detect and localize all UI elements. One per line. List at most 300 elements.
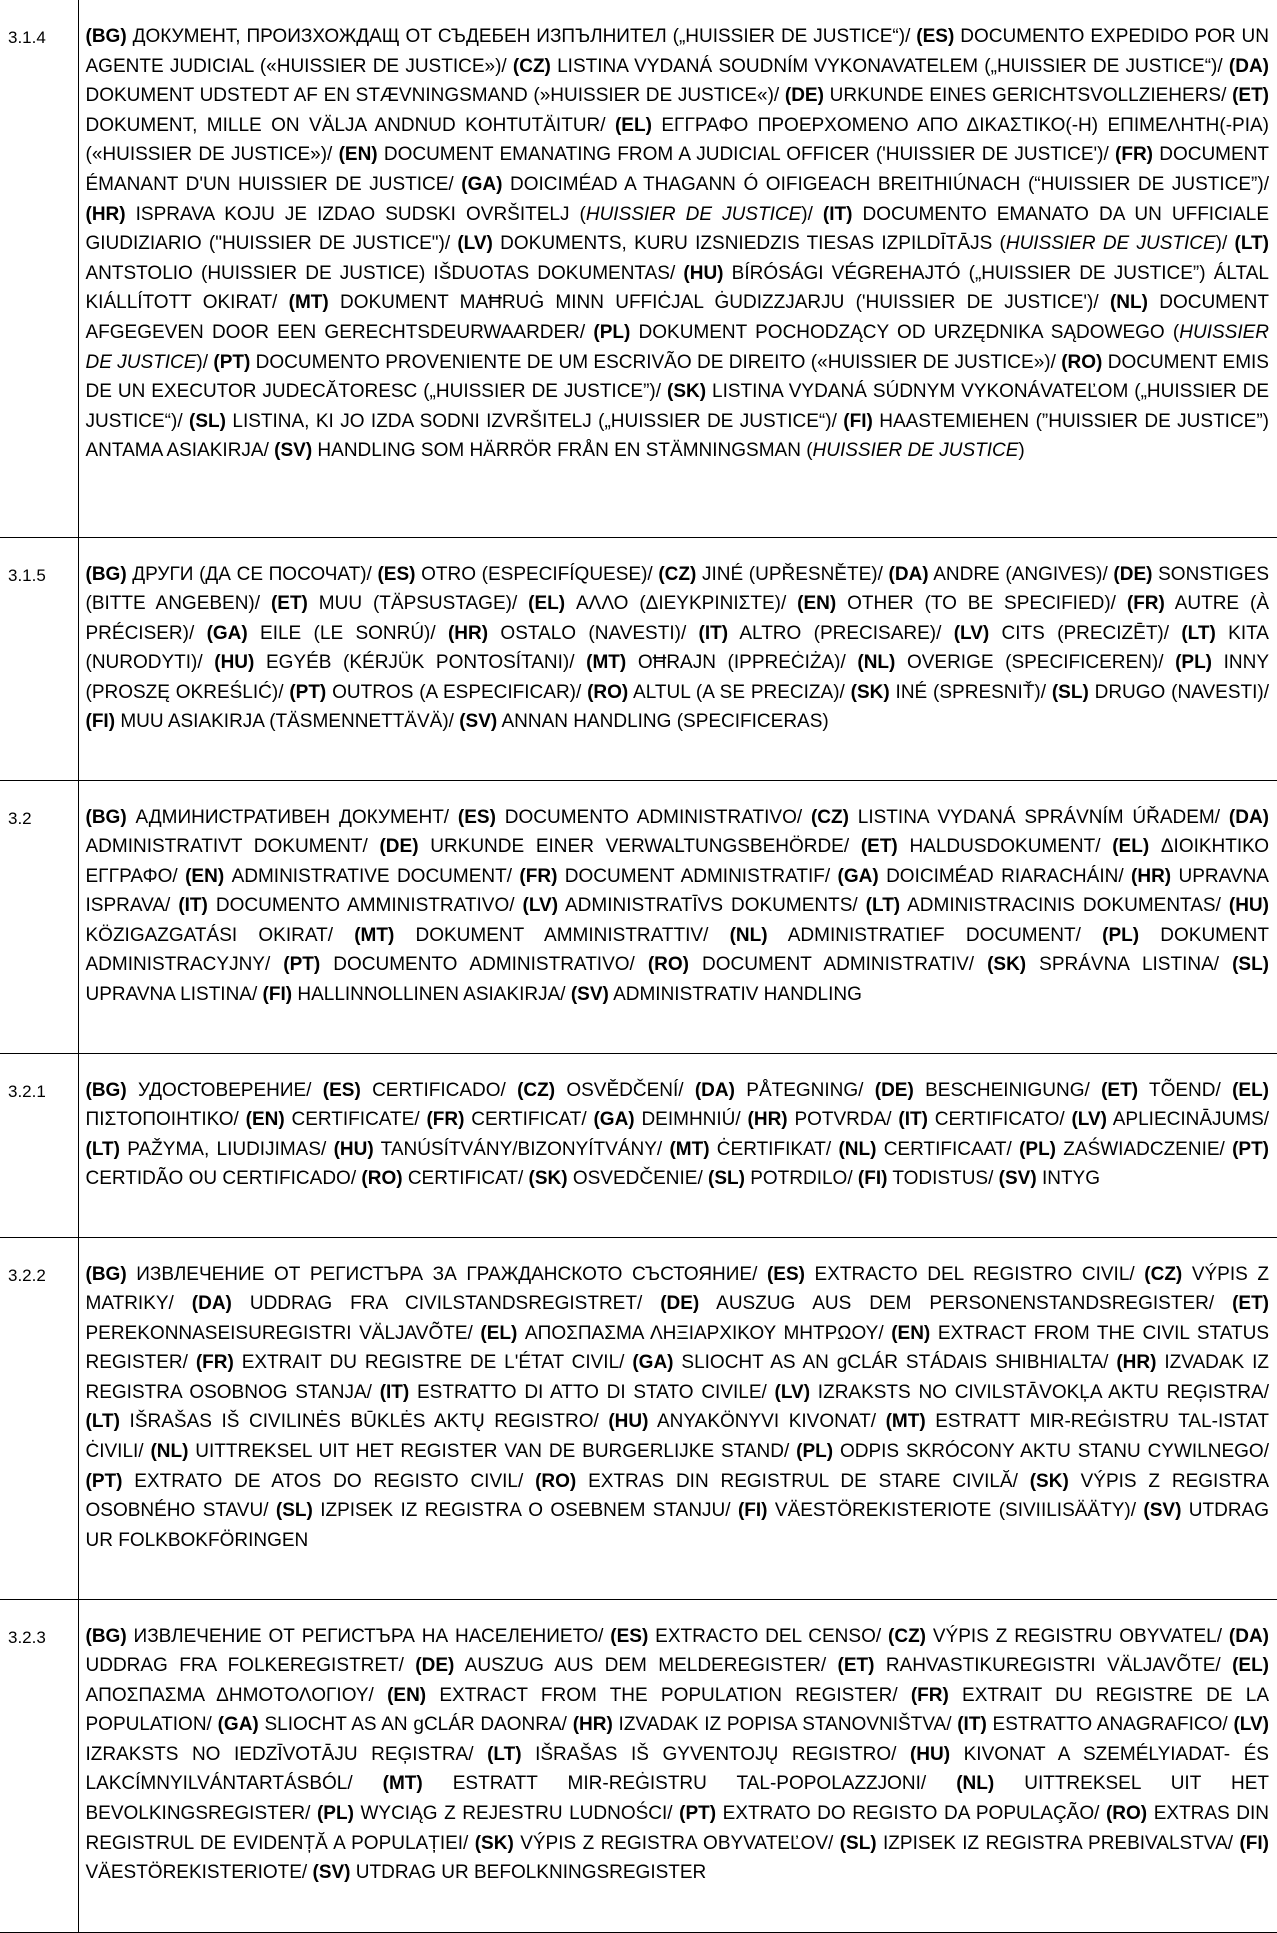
language-code: (EL) [1232,1655,1269,1676]
translation-text: ESTRATT MIR-REĠISTRU TAL-ISTAT ĊIVILI/ [86,1411,1270,1462]
language-code: (LT) [1181,623,1215,644]
translation-text: ADMINISTRACINIS DOKUMENTAS/ [900,895,1229,916]
translation-text: DOKUMENTS, KURU IZSNIEDZIS TIESAS IZPILDĪTĀJS ( [493,233,1006,254]
translation-text: EXTRAS DIN REGISTRUL DE EVIDENȚĂ A POPULAȚIEI/ [86,1803,1270,1854]
language-code: (SV) [313,1862,351,1883]
translation-text: DOKUMENT ADMINISTRACYJNY/ [86,925,1270,976]
translation-text: HALDUSDOKUMENT/ [898,836,1112,857]
translation-text: OVERIGE (SPECIFICEREN)/ [895,652,1175,673]
translation-text: ESTRATTO ANAGRAFICO/ [987,1714,1234,1735]
section-number: 3.1.5 [0,538,78,586]
translation-text: ADMINISTRATIV HANDLING [609,984,862,1005]
translation-text: DOCUMENTO ADMINISTRATIVO/ [320,954,648,975]
language-code: (ES) [458,807,496,828]
language-code: (PL) [317,1803,354,1824]
translation-text: OSVĚDČENÍ/ [555,1080,695,1101]
translation-text: ĊERTIFIKAT/ [710,1139,839,1160]
translation-text: CITS (PRECIZĒT)/ [989,623,1181,644]
language-code: (HR) [748,1109,788,1130]
translation-text: DOKUMENT POCHODZĄCY OD URZĘDNIKA SĄDOWEGO ( [630,322,1179,343]
language-code: (PT) [213,352,250,373]
language-code: (RO) [535,1471,576,1492]
translation-text: IZPISEK IZ REGISTRA PREBIVALSTVA/ [877,1833,1240,1854]
translation-text: BÍRÓSÁGI VÉGREHAJTÓ („HUISSIER DE JUSTICE”) ÁLTAL KIÁLLÍTOTT OKIRAT/ [86,263,1270,314]
language-code: (ET) [861,836,898,857]
translation-text: AUTRE (À PRÉCISER)/ [86,593,1270,644]
language-code: (HU) [334,1139,374,1160]
translation-text: BESCHEINIGUNG/ [914,1080,1101,1101]
translation-text: PÅTEGNING/ [735,1080,875,1101]
translation-text: ДОКУМЕНТ, ПРОИЗХОЖДАЩ ОТ СЪДЕБЕН ИЗПЪЛНИТЕЛ („HUISSIER DE JUSTICE“)/ [127,26,917,47]
section-number: 3.2.1 [0,1054,78,1102]
translation-text: VÝPIS Z REGISTRA OSOBNÉHO STAVU/ [86,1471,1270,1522]
translation-text: JINÉ (UPŘESNĚTE)/ [696,564,888,585]
translation-text: UPRAVNA LISTINA/ [86,984,263,1005]
translation-text: ANTSTOLIO (HUISSIER DE JUSTICE) IŠDUOTAS DOKUMENTAS/ [86,263,684,284]
translation-text: IZPISEK IZ REGISTRA O OSEBNEM STANJU/ [313,1500,738,1521]
language-code: (NL) [838,1139,876,1160]
language-code: (DE) [379,836,418,857]
language-code: (EL) [1232,1080,1269,1101]
translation-text: ALTRO (PRECISARE)/ [728,623,954,644]
translation-text: CERTIDÃO OU CERTIFICADO/ [86,1168,362,1189]
language-code: (LV) [457,233,493,254]
translation-text: HANDLING SOM HÄRRÖR FRÅN EN STÄMNINGSMAN ( [312,440,812,461]
language-code: (EL) [528,593,565,614]
translation-text: DOCUMENTO EMANATO DA UN UFFICIALE GIUDIZIARIO ("HUISSIER DE JUSTICE")/ [86,204,1270,255]
language-code: (CZ) [811,807,849,828]
language-code: (EL) [480,1323,517,1344]
language-code: (FI) [1239,1833,1269,1854]
language-code: (ES) [916,26,954,47]
language-code: (MT) [586,652,626,673]
translation-text: MUU ASIAKIRJA (TÄSMENNETTÄVÄ)/ [115,711,459,732]
document-row [0,1053,1277,1237]
translation-text: EXTRAIT DU REGISTRE DE L'ÉTAT CIVIL/ [234,1352,633,1373]
translation-text: EXTRACTO DEL REGISTRO CIVIL/ [805,1264,1144,1285]
language-code: (BG) [86,564,127,585]
translation-text: AUSZUG AUS DEM MELDEREGISTER/ [454,1655,837,1676]
language-code: (BG) [86,1626,127,1647]
translation-text: IZVADAK IZ POPISA STANOVNIŠTVA/ [613,1714,957,1735]
language-code: (LT) [866,895,900,916]
italic-term: HUISSIER DE JUSTICE [1006,233,1216,254]
language-code: (RO) [1061,352,1102,373]
language-code: (SL) [1052,682,1089,703]
translation-text: ANDRE (ANGIVES)/ [929,564,1114,585]
language-code: (FR) [426,1109,464,1130]
translation-text: TANÚSÍTVÁNY/BIZONYÍTVÁNY/ [374,1139,670,1160]
translation-text: DOCUMENT EMANATING FROM A JUDICIAL OFFICER ('HUISSIER DE JUSTICE')/ [378,144,1115,165]
section-text-cell [78,1599,1277,1932]
translation-text: URKUNDE EINER VERWALTUNGSBEHÖRDE/ [419,836,861,857]
language-code: (FR) [1127,593,1165,614]
translation-text: DEIMHNIÚ/ [635,1109,748,1130]
section-text [79,1054,1277,1214]
language-code: (BG) [86,807,127,828]
language-code: (PL) [1019,1139,1056,1160]
language-code: (DA) [1229,56,1269,77]
section-text-cell [78,780,1277,1053]
translation-text: POTRDILO/ [745,1168,858,1189]
translation-text: DOICIMÉAD RIARACHÁIN/ [879,866,1131,887]
language-code: (LV) [1233,1714,1269,1735]
language-code: (CZ) [658,564,696,585]
translation-text: URKUNDE EINES GERICHTSVOLLZIEHERS/ [824,85,1232,106]
section-number-cell [0,780,78,1053]
language-code: (FI) [86,711,116,732]
translation-text: ΑΠΟΣΠΑΣΜΑ ΛΗΞΙΑΡΧΙΚΟΥ ΜΗΤΡΩΟΥ/ [517,1323,891,1344]
section-number-cell [0,1237,78,1599]
translation-text: EXTRAS DIN REGISTRUL DE STARE CIVILĂ/ [576,1471,1029,1492]
translation-text: UTDRAG UR BEFOLKNINGSREGISTER [351,1862,707,1883]
translation-text: DOKUMENT MAĦRUĠ MINN UFFIĊJAL ĠUDIZZJARJU ('HUISSIER DE JUSTICE')/ [329,292,1110,313]
translation-text: DOCUMENT EMIS DE UN EXECUTOR JUDECĂTORESC („HUISSIER DE JUSTICE”)/ [86,352,1269,403]
translation-text: ANNAN HANDLING (SPECIFICERAS) [497,711,829,732]
language-code: (HR) [1116,1352,1156,1373]
language-code: (FR) [911,1685,949,1706]
language-code: (LT) [86,1411,120,1432]
translation-text: ANYAKÖNYVI KIVONAT/ [648,1411,885,1432]
section-text [79,0,1277,486]
section-number-cell [0,537,78,780]
section-number-cell [0,1599,78,1932]
language-code: (SK) [1030,1471,1069,1492]
language-code: (ET) [1232,85,1269,106]
translation-text: ΕΓΓΡΑΦΟ ΠΡΟΕΡΧΟΜΕΝΟ ΑΠΟ ΔΙΚΑΣΤΙΚΟ(-Η) ΕΠΙΜΕΛΗΤΗ(-ΡΙΑ) («HUISSIER DE JUSTICE»)/ [86,115,1270,166]
translation-text-tail: )/ [801,204,823,225]
translation-text: ADMINISTRATIEF DOCUMENT/ [768,925,1103,946]
translation-text: ODPIS SKRÓCONY AKTU STANU CYWILNEGO/ [833,1441,1269,1462]
translation-text: APLIECINĀJUMS/ [1107,1109,1269,1130]
section-number: 3.2.3 [0,1600,78,1648]
language-code: (PL) [1102,925,1139,946]
translation-text: ДРУГИ (ДА СЕ ПОСОЧАТ)/ [127,564,378,585]
language-code: (ES) [610,1626,648,1647]
language-code: (EN) [339,144,378,165]
translation-text: VÝPIS Z REGISTRU OBYVATEL/ [926,1626,1229,1647]
document-row [0,1237,1277,1599]
translation-text: DOKUMENT AMMINISTRATTIV/ [394,925,729,946]
language-code: (LV) [775,1382,811,1403]
section-text [79,781,1277,1030]
translation-text: IŠRAŠAS IŠ CIVILINĖS BŪKLĖS AKTŲ REGISTRO/ [120,1411,608,1432]
language-code: (IT) [380,1382,410,1403]
section-number: 3.2 [0,781,78,829]
translation-text: PAŽYMA, LIUDIJIMAS/ [120,1139,334,1160]
language-code: (SK) [851,682,890,703]
language-code: (IT) [957,1714,987,1735]
language-code: (SV) [999,1168,1037,1189]
translation-text: KITA (NURODYTI)/ [86,623,1269,674]
document-row [0,1599,1277,1932]
translation-text: SLIOCHT AS AN gCLÁR STÁDAIS SHIBHIALTA/ [674,1352,1117,1373]
translation-text: VÝPIS Z MATRIKY/ [86,1264,1270,1315]
translation-text: OTRO (ESPECIFÍQUESE)/ [415,564,658,585]
language-code: (HU) [214,652,254,673]
language-code: (FI) [858,1168,888,1189]
translation-text: DOCUMENTO ADMINISTRATIVO/ [496,807,811,828]
translation-text: EXTRATO DE ATOS DO REGISTO CIVIL/ [122,1471,535,1492]
language-code: (LT) [1235,233,1269,254]
language-code: (DE) [660,1293,699,1314]
translation-text: EXTRACTO DEL CENSO/ [648,1626,888,1647]
language-code: (SL) [1232,954,1269,975]
translation-text: IZVADAK IZ REGISTRA OSOBNOG STANJA/ [86,1352,1270,1403]
language-code: (SL) [840,1833,877,1854]
translation-text: PEREKONNASEISUREGISTRI VÄLJAVÕTE/ [86,1323,481,1344]
language-code: (LT) [86,1139,120,1160]
language-code: (EN) [246,1109,285,1130]
language-code: (HR) [1131,866,1171,887]
document-row [0,0,1277,537]
language-code: (FR) [196,1352,234,1373]
language-code: (EN) [387,1685,426,1706]
language-code: (RO) [1106,1803,1147,1824]
italic-term: HUISSIER DE JUSTICE [813,440,1019,461]
language-code: (CZ) [888,1626,926,1647]
language-code: (SV) [274,440,312,461]
language-code: (HR) [573,1714,613,1735]
language-code: (SK) [987,954,1026,975]
language-code: (MT) [383,1773,423,1794]
language-code: (DA) [192,1293,232,1314]
language-code: (FR) [1115,144,1153,165]
italic-term: HUISSIER DE JUSTICE [586,204,801,225]
translation-text: ISPRAVA KOJU JE IZDAO SUDSKI OVRŠITELJ ( [126,204,586,225]
language-code: (LT) [487,1744,521,1765]
translation-text: OSVEDČENIE/ [568,1168,708,1189]
language-code: (PT) [289,682,326,703]
translation-text: SLIOCHT AS AN gCLÁR DAONRA/ [259,1714,573,1735]
translation-text: АДМИНИСТРАТИВЕН ДОКУМЕНТ/ [127,807,458,828]
language-code: (HR) [448,623,488,644]
translation-text: CERTIFICAT/ [464,1109,593,1130]
language-code: (CZ) [517,1080,555,1101]
language-code: (LV) [523,895,559,916]
language-code: (EN) [185,866,224,887]
translation-text: UDDRAG FRA CIVILSTANDSREGISTRET/ [232,1293,660,1314]
translation-text: IZRAKSTS NO IEDZĪVOTĀJU REĢISTRA/ [86,1744,488,1765]
section-number: 3.2.2 [0,1238,78,1286]
translation-text: ESTRATTO DI ATTO DI STATO CIVILE/ [409,1382,774,1403]
translation-text: OUTROS (A ESPECIFICAR)/ [326,682,587,703]
language-code: (ES) [377,564,415,585]
translation-text: KIVONAT A SZEMÉLYIADAT- ÉS LAKCÍMNYILVÁNTARTÁSBÓL/ [86,1744,1269,1795]
language-code: (ES) [767,1264,805,1285]
translation-text: ALTUL (A SE PRECIZA)/ [628,682,850,703]
translation-text: EXTRACT FROM THE CIVIL STATUS REGISTER/ [86,1323,1270,1374]
translation-text: SONSTIGES (BITTE ANGEBEN)/ [86,564,1270,615]
translation-text: EXTRACT FROM THE POPULATION REGISTER/ [426,1685,911,1706]
language-code: (SL) [708,1168,745,1189]
language-code: (SL) [276,1500,313,1521]
language-code: (SV) [571,984,609,1005]
translation-text: ΔΙΟΙΚΗΤΙΚΟ ΕΓΓΡΑΦΟ/ [86,836,1270,887]
section-text [79,538,1277,758]
language-code: (EN) [891,1323,930,1344]
language-code: (ET) [1232,1293,1269,1314]
translation-text: ΠΙΣΤΟΠΟΙΗΤΙΚΟ/ [86,1109,246,1130]
translation-text: TÕEND/ [1138,1080,1232,1101]
language-code: (HU) [910,1744,950,1765]
translation-text: SPRÁVNA LISTINA/ [1026,954,1232,975]
translation-text-tail: )/ [196,352,213,373]
language-code: (ET) [271,593,308,614]
translation-text: UTDRAG UR FOLKBOKFÖRINGEN [86,1500,1270,1551]
language-code: (FR) [519,866,557,887]
language-code: (PL) [796,1441,833,1462]
translation-text: DOCUMENTO AMMINISTRATIVO/ [208,895,523,916]
translation-text: ADMINISTRATĪVS DOKUMENTS/ [558,895,866,916]
translation-text: DOKUMENT, MILLE ON VÄLJA ANDNUD KOHTUTÄITUR/ [86,115,615,136]
language-code: (RO) [361,1168,402,1189]
translation-text: CERTIFICATE/ [285,1109,427,1130]
translation-text: IZRAKSTS NO CIVILSTĀVOKĻA AKTU REĢISTRA/ [810,1382,1269,1403]
section-number-cell [0,0,78,537]
translation-text: EILE (LE SONRÚ)/ [248,623,448,644]
language-code: (EL) [1112,836,1149,857]
language-code: (SV) [1143,1500,1181,1521]
translation-text: ADMINISTRATIVT DOKUMENT/ [86,836,380,857]
translation-text: ZAŚWIADCZENIE/ [1056,1139,1232,1160]
language-code: (PL) [593,322,630,343]
language-code: (SK) [529,1168,568,1189]
translation-text: УДОСТОВЕРЕНИЕ/ [127,1080,323,1101]
translation-text-tail: ) [1018,440,1024,461]
translation-text: TODISTUS/ [887,1168,998,1189]
language-code: (NL) [956,1773,994,1794]
translation-text: DOCUMENT ÉMANANT D'UN HUISSIER DE JUSTICE/ [86,144,1270,195]
language-code: (ES) [323,1080,361,1101]
translation-text: ESTRATT MIR-REĠISTRU TAL-POPOLAZZJONI/ [423,1773,957,1794]
section-text-cell [78,1237,1277,1599]
translation-text: VÝPIS Z REGISTRA OBYVATEĽOV/ [514,1833,840,1854]
language-code: (SK) [667,381,706,402]
language-code: (IT) [823,204,853,225]
translation-text: HAASTEMIEHEN (”HUISSIER DE JUSTICE”) ANTAMA ASIAKIRJA/ [86,411,1270,462]
section-number: 3.1.4 [0,0,78,48]
translation-text: UITTREKSEL UIT HET BEVOLKINGSREGISTER/ [86,1773,1269,1824]
language-code: (DA) [695,1080,735,1101]
translation-text: AUSZUG AUS DEM PERSONENSTANDSREGISTER/ [699,1293,1232,1314]
document-row [0,537,1277,780]
language-code: (BG) [86,1080,127,1101]
translation-text: EXTRAIT DU REGISTRE DE LA POPULATION/ [86,1685,1270,1736]
translation-text: INÉ (SPRESNIŤ)/ [890,682,1052,703]
translation-text: ΑΛΛΟ (ΔΙΕΥΚΡΙΝΙΣΤΕ)/ [565,593,797,614]
language-code: (FI) [843,411,873,432]
translation-text: ИЗВЛЕЧЕНИЕ ОТ РЕГИСТЪРА ЗА ГРАЖДАНСКОТО СЪСТОЯНИЕ/ [127,1264,767,1285]
language-code: (GA) [218,1714,259,1735]
translation-text: DRUGO (NAVESTI)/ [1089,682,1269,703]
section-text-cell [78,0,1277,537]
translation-text: VÄESTÖREKISTERIOTE (SIVIILISÄÄTY)/ [768,1500,1144,1521]
translation-text: ИЗВЛЕЧЕНИЕ ОТ РЕГИСТЪРА НА НАСЕЛЕНИЕТО/ [127,1626,611,1647]
language-code: (MT) [669,1139,709,1160]
translation-text: CERTIFICADO/ [361,1080,517,1101]
translation-text: LISTINA VYDANÁ SPRÁVNÍM ÚŘADEM/ [849,807,1229,828]
translation-text: DOCUMENTO PROVENIENTE DE UM ESCRIVÃO DE DIREITO («HUISSIER DE JUSTICE»)/ [250,352,1061,373]
language-code: (NL) [730,925,768,946]
language-code: (ET) [838,1655,875,1676]
language-code: (DE) [1113,564,1152,585]
language-code: (NL) [150,1441,188,1462]
translation-text: LISTINA VYDANÁ SOUDNÍM VYKONAVATELEM („HUISSIER DE JUSTICE“)/ [551,56,1229,77]
language-code: (MT) [886,1411,926,1432]
translation-text: EXTRATO DO REGISTO DA POPULAÇÃO/ [716,1803,1106,1824]
document-row [0,780,1277,1053]
language-code: (DA) [889,564,929,585]
translation-text: MUU (TÄPSUSTAGE)/ [308,593,528,614]
italic-term: HUISSIER DE JUSTICE [86,322,1270,373]
language-code: (CZ) [1144,1264,1182,1285]
language-code: (EL) [615,115,652,136]
translation-text: ΑΠΟΣΠΑΣΜΑ ΔΗΜΟΤΟΛΟΓΙΟΥ/ [86,1685,388,1706]
translation-text: CERTIFICAT/ [403,1168,529,1189]
section-text [79,1238,1277,1576]
translation-text: UPRAVNA ISPRAVA/ [86,866,1269,917]
language-code: (DA) [1229,807,1269,828]
translation-text: RAHVASTIKUREGISTRI VÄLJAVÕTE/ [874,1655,1232,1676]
translation-text: OSTALO (NAVESTI)/ [488,623,698,644]
translation-text: OTHER (TO BE SPECIFIED)/ [836,593,1127,614]
language-code: (RO) [587,682,628,703]
language-code: (HU) [1229,895,1269,916]
language-code: (PT) [1232,1139,1269,1160]
language-code: (GA) [593,1109,634,1130]
translation-text-tail: )/ [1216,233,1235,254]
translation-text: ADMINISTRATIVE DOCUMENT/ [224,866,519,887]
translation-text: LISTINA, KI JO IZDA SODNI IZVRŠITELJ („HUISSIER DE JUSTICE“)/ [226,411,843,432]
translation-text: CERTIFICATO/ [928,1109,1072,1130]
language-code: (GA) [461,174,502,195]
language-code: (GA) [838,866,879,887]
language-code: (NL) [1110,292,1148,313]
section-text-cell [78,1053,1277,1237]
translation-text: DOKUMENT UDSTEDT AF EN STÆVNINGSMAND (»HUISSIER DE JUSTICE«)/ [86,85,785,106]
section-text [79,1600,1277,1908]
language-code: (BG) [86,26,127,47]
language-code: (PL) [1175,652,1212,673]
language-code: (PT) [679,1803,716,1824]
language-code: (HU) [608,1411,648,1432]
language-code: (MT) [354,925,394,946]
translation-text: VÄESTÖREKISTERIOTE/ [86,1862,313,1883]
translation-text: UDDRAG FRA FOLKEREGISTRET/ [86,1655,416,1676]
language-code: (SL) [189,411,226,432]
language-code: (SV) [459,711,497,732]
language-code: (IT) [178,895,208,916]
language-code: (HU) [683,263,723,284]
translation-text: INTYG [1037,1168,1100,1189]
language-code: (DA) [1229,1626,1269,1647]
translation-text: DOCUMENT ADMINISTRATIV/ [689,954,987,975]
translation-text: WYCIĄG Z REJESTRU LUDNOŚCI/ [354,1803,679,1824]
translation-text: OĦRAJN (IPPREĊIŻA)/ [626,652,857,673]
language-code: (DE) [415,1655,454,1676]
translation-text: UITTREKSEL UIT HET REGISTER VAN DE BURGERLIJKE STAND/ [188,1441,796,1462]
language-code: (DE) [785,85,824,106]
language-code: (CZ) [513,56,551,77]
language-code: (LV) [954,623,990,644]
translation-text: DOCUMENT AFGEGEVEN DOOR EEN GERECHTSDEURWAARDER/ [86,292,1270,343]
language-code: (IT) [699,623,729,644]
translation-text: HALLINNOLLINEN ASIAKIRJA/ [292,984,571,1005]
translation-text: CERTIFICAAT/ [876,1139,1019,1160]
translation-text: KÖZIGAZGATÁSI OKIRAT/ [86,925,355,946]
translation-text: DOCUMENTO EXPEDIDO POR UN AGENTE JUDICIAL («HUISSIER DE JUSTICE»)/ [86,26,1270,77]
